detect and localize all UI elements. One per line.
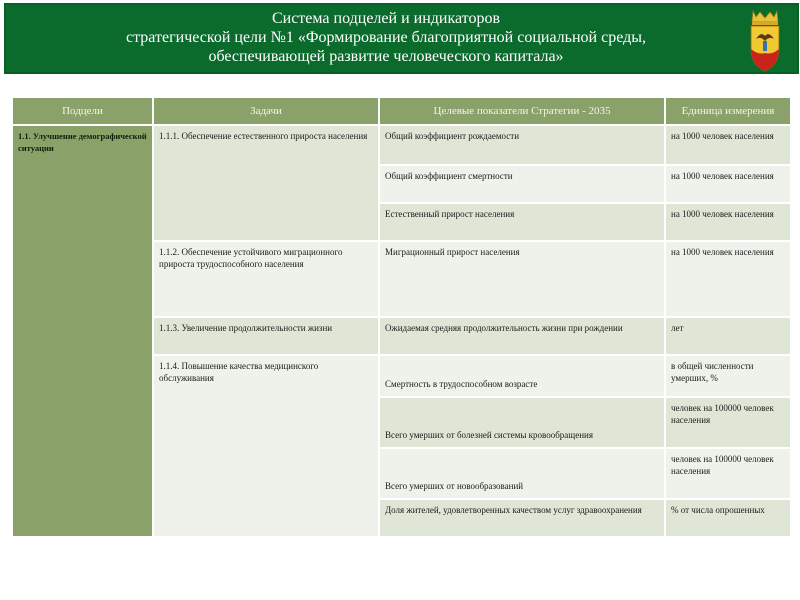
column-header-subgoals: Подцели (13, 98, 152, 124)
task-cell: 1.1.3. Увеличение продолжительности жизни (154, 318, 378, 354)
page-title (6, 9, 766, 66)
title-banner (4, 3, 799, 74)
indicator-cell: Смертность в трудоспособном возрасте (380, 356, 664, 396)
column-header-indicators: Целевые показатели Стратегии - 2035 (380, 98, 664, 124)
indicator-cell: Ожидаемая средняя продолжительность жизни при рождении (380, 318, 664, 354)
indicator-cell: Естественный прирост населения (380, 204, 664, 240)
unit-cell: на 1000 человек населения (666, 166, 790, 202)
subgoal-cell: 1.1. Улучшение демографической ситуации (13, 126, 152, 536)
indicator-cell: Всего умерших от новообразований (380, 449, 664, 498)
title-line-2: стратегической цели №1 «Формирование благоприятной социальной среды, (126, 29, 646, 46)
task-cell: 1.1.4. Повышение качества медицинского обслуживания (154, 356, 378, 536)
indicator-cell: Всего умерших от болезней системы кровообращения (380, 398, 664, 447)
unit-cell: лет (666, 318, 790, 354)
unit-cell: на 1000 человек населения (666, 204, 790, 240)
table-row (13, 126, 790, 164)
unit-cell: человек на 100000 человек населения (666, 449, 790, 498)
task-cell: 1.1.2. Обеспечение устойчивого миграционного прироста трудоспособного населения (154, 242, 378, 316)
column-header-unit: Единица измерения (666, 98, 790, 124)
column-header-tasks: Задачи (154, 98, 378, 124)
title-line-3: обеспечивающей развитие человеческого капитала» (208, 48, 564, 65)
subgoals-table (11, 96, 792, 538)
unit-cell: на 1000 человек населения (666, 126, 790, 164)
indicator-cell: Миграционный прирост населения (380, 242, 664, 316)
unit-cell: в общей численности умерших, % (666, 356, 790, 396)
indicator-cell: Общий коэффициент смертности (380, 166, 664, 202)
title-line-1: Система подцелей и индикаторов (271, 10, 501, 27)
indicator-cell: Общий коэффициент рождаемости (380, 126, 664, 164)
unit-cell: человек на 100000 человек населения (666, 398, 790, 447)
table-header-row (13, 98, 790, 124)
indicator-cell: Доля жителей, удовлетворенных качеством услуг здравоохранения (380, 500, 664, 536)
unit-cell: на 1000 человек населения (666, 242, 790, 316)
city-coat-of-arms-icon (747, 9, 783, 73)
unit-cell: % от числа опрошенных (666, 500, 790, 536)
task-cell: 1.1.1. Обеспечение естественного прироста населения (154, 126, 378, 240)
